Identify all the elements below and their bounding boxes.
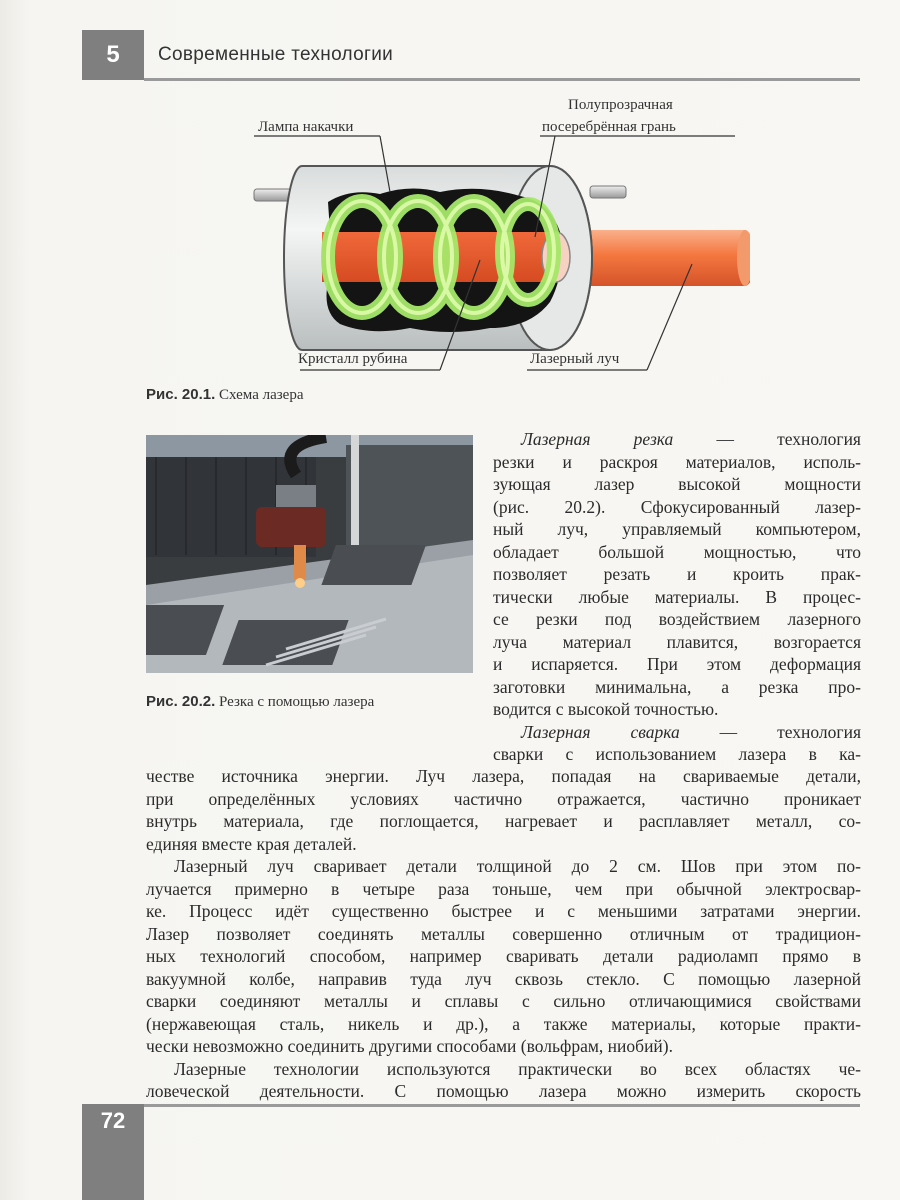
text-line: (нержавеющая сталь, никель и др.), а также материалы, которые практи- [146, 1013, 861, 1034]
label-ruby-crystal: Кристалл рубина [298, 351, 408, 367]
text-line: заготовки минимальна, а резка про- [493, 676, 861, 697]
text-line: сварки соединяют металлы и сплавы с сильно отличающимися свойствами [146, 991, 861, 1011]
figure2-caption [146, 693, 374, 711]
page-number: 72 [100, 1108, 126, 1133]
text-line: ных технологий способом, например сваривать детали радиоламп прямо в [146, 946, 861, 966]
laser-beam-shape [585, 230, 750, 286]
text-line: единяя вместе края деталей. [146, 833, 357, 854]
laser-cutting-paragraph [493, 451, 861, 721]
term-laser-cutting: Лазерная резка [521, 429, 674, 449]
label-pump-lamp: Лампа накачки [258, 119, 354, 135]
text-line: Лазерные технологии используются практически во всех областях че- [174, 1058, 861, 1079]
laser-cutting-photo [146, 435, 473, 673]
figure1-caption-number: Рис. 20.1. [146, 386, 216, 403]
text-line: водится с высокой точностью. [493, 699, 719, 719]
text-line: честве источника энергии. Луч лазера, попадая на свариваемые детали, [146, 766, 861, 786]
label-laser-beam: Лазерный луч [530, 351, 620, 367]
laser-cutting-photo-svg [146, 435, 473, 673]
text-line: сварки с использованием лазера в ка- [493, 744, 861, 764]
text-line: се резки под воздействием лазерного [493, 609, 861, 629]
right-column-text [493, 428, 861, 743]
text-line: резки и раскроя материалов, исполь- [493, 451, 861, 472]
chapter-number: 5 [106, 41, 120, 68]
text-line: и испаряется. При этом деформация [493, 654, 861, 674]
text-line: луча материал плавится, возгорается [493, 631, 861, 652]
laser-diagram [230, 92, 750, 382]
figure2-caption-text: Резка с помощью лазера [219, 694, 375, 710]
label-mirror-line1: Полупрозрачная [568, 97, 673, 113]
figure1-caption-text: Схема лазера [219, 387, 304, 403]
footer-rule [144, 1104, 860, 1107]
laser-cutting-def-start: — технология [716, 429, 861, 449]
term-laser-welding: Лазерная сварка [521, 721, 680, 742]
text-line: ловеческой деятельности. С помощью лазера можно измерить скорость [146, 1081, 861, 1101]
text-line: при определённых условиях частично отражается, частично проникает [146, 788, 861, 809]
laser-welding-first-line [493, 721, 861, 744]
text-line: лучается примерно в четыре раза тоньше, чем при обычной электросвар- [146, 878, 861, 899]
text-line: позволяет резать и кроить прак- [493, 564, 861, 584]
text-line: (рис. 20.2). Сфокусированный лазер- [493, 496, 861, 517]
text-line: ке. Процесс идёт существенно быстрее и с меньшими затратами энергии. [146, 901, 861, 921]
figure2-caption-number: Рис. 20.2. [146, 693, 216, 710]
laser-cutting-first-line [493, 428, 861, 451]
label-mirror-line2: посеребрённая грань [542, 119, 676, 135]
text-line: Лазер позволяет соединять металлы совершенно отличным от традицион- [146, 923, 861, 944]
right-pin [590, 186, 626, 198]
chapter-title: Современные технологии [158, 44, 394, 65]
figure1-caption [146, 386, 304, 404]
text-line: вакуумной колбе, направив туда луч сквозь стекло. С помощью лазерной [146, 968, 861, 989]
welding-continuation-line [493, 743, 861, 766]
welding-paragraph [146, 765, 861, 1103]
chapter-number-tab [82, 30, 144, 80]
text-line: Лазерный луч сваривает детали толщиной до 2 см. Шов при этом по- [174, 856, 861, 876]
text-line: тически любые материалы. В процес- [493, 586, 861, 607]
header-rule [144, 78, 860, 81]
text-line: зующая лазер высокой мощности [493, 474, 861, 494]
laser-welding-def-start: — технология [719, 721, 861, 742]
text-line: ный луч, управляемый компьютером, [493, 519, 861, 539]
text-line: чески невозможно соединить другими способами (вольфрам, ниобий). [146, 1036, 673, 1056]
text-line: внутрь материала, где поглощается, нагревает и расплавляет металл, со- [146, 811, 861, 831]
text-line: обладает большой мощностью, что [493, 541, 861, 562]
